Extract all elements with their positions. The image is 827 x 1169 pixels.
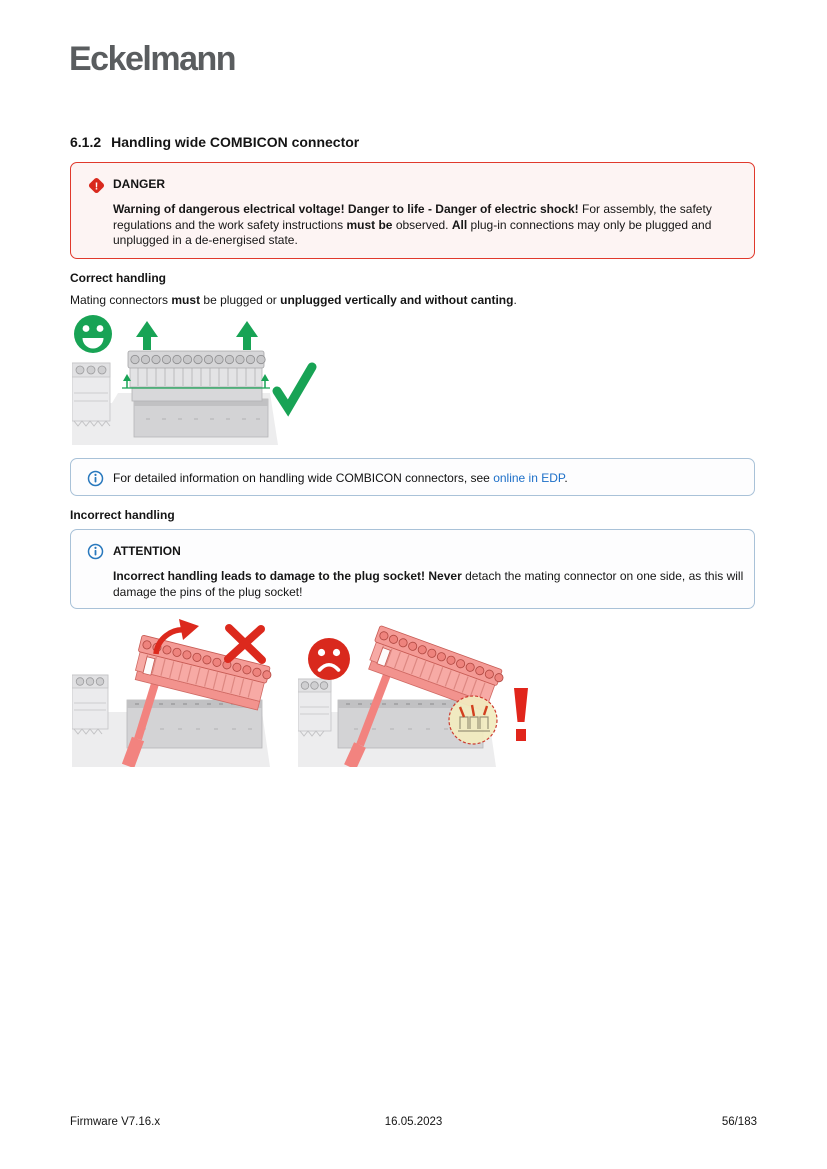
attention-title: ATTENTION xyxy=(113,544,181,558)
cross-icon xyxy=(228,628,262,660)
attention-box xyxy=(70,529,755,609)
info-text-after: . xyxy=(564,471,568,485)
circled-i-icon xyxy=(87,543,104,560)
section-title: Handling wide COMBICON connector xyxy=(111,134,360,150)
info-text xyxy=(113,470,743,486)
incorrect-handling-heading: Incorrect handling xyxy=(70,508,175,522)
plug-socket-graphic xyxy=(134,399,268,437)
info-text-before: For detailed information on handling wide COMBICON connectors, see xyxy=(113,471,494,485)
section-heading xyxy=(70,134,359,150)
footer-page-number: 56/183 xyxy=(721,1116,757,1128)
magnifier-detail xyxy=(449,696,497,744)
circled-i-icon xyxy=(87,470,104,487)
edp-link[interactable]: online in EDP xyxy=(493,471,565,485)
danger-title: DANGER xyxy=(113,177,166,191)
danger-box xyxy=(70,162,755,259)
danger-icon xyxy=(87,176,106,195)
danger-text: Warning of dangerous electrical voltage! Danger to life - Danger of electric shock! For assembly, the safety regulations and the work safety instructions must be observed. All plug-in connections may only be plugged and unplugged in a de-energised state. xyxy=(113,202,712,247)
correct-handling-illustration xyxy=(72,313,317,445)
checkmark-icon xyxy=(277,367,312,408)
exclamation-icon xyxy=(514,688,528,741)
footer-date: 16.05.2023 xyxy=(384,1116,443,1128)
sad-face-icon xyxy=(308,638,350,680)
smiley-face-icon xyxy=(74,315,112,353)
incorrect-handling-illustration-2 xyxy=(298,617,543,767)
adjacent-connector-graphic xyxy=(298,679,331,736)
section-number: 6.1.2 xyxy=(70,134,102,150)
svg-text:!: ! xyxy=(94,180,99,193)
incorrect-handling-illustration-1 xyxy=(72,617,272,767)
combicon-connector-graphic xyxy=(128,351,265,401)
attention-text: Incorrect handling leads to damage to the plug socket! Never detach the mating connector on one side, as this will damage the pins of the plug socket! xyxy=(113,569,744,599)
correct-handling-paragraph: Mating connectors must be plugged or unplugged vertically and without canting. xyxy=(70,293,517,307)
correct-handling-heading: Correct handling xyxy=(70,271,167,285)
info-box xyxy=(70,458,755,496)
adjacent-connector-graphic xyxy=(72,675,108,734)
adjacent-connector-graphic xyxy=(72,363,110,426)
footer-firmware-version: Firmware V7.16.x xyxy=(70,1116,161,1128)
up-arrow-icon xyxy=(136,321,258,350)
eckelmann-logo: Eckelmann xyxy=(69,40,236,78)
